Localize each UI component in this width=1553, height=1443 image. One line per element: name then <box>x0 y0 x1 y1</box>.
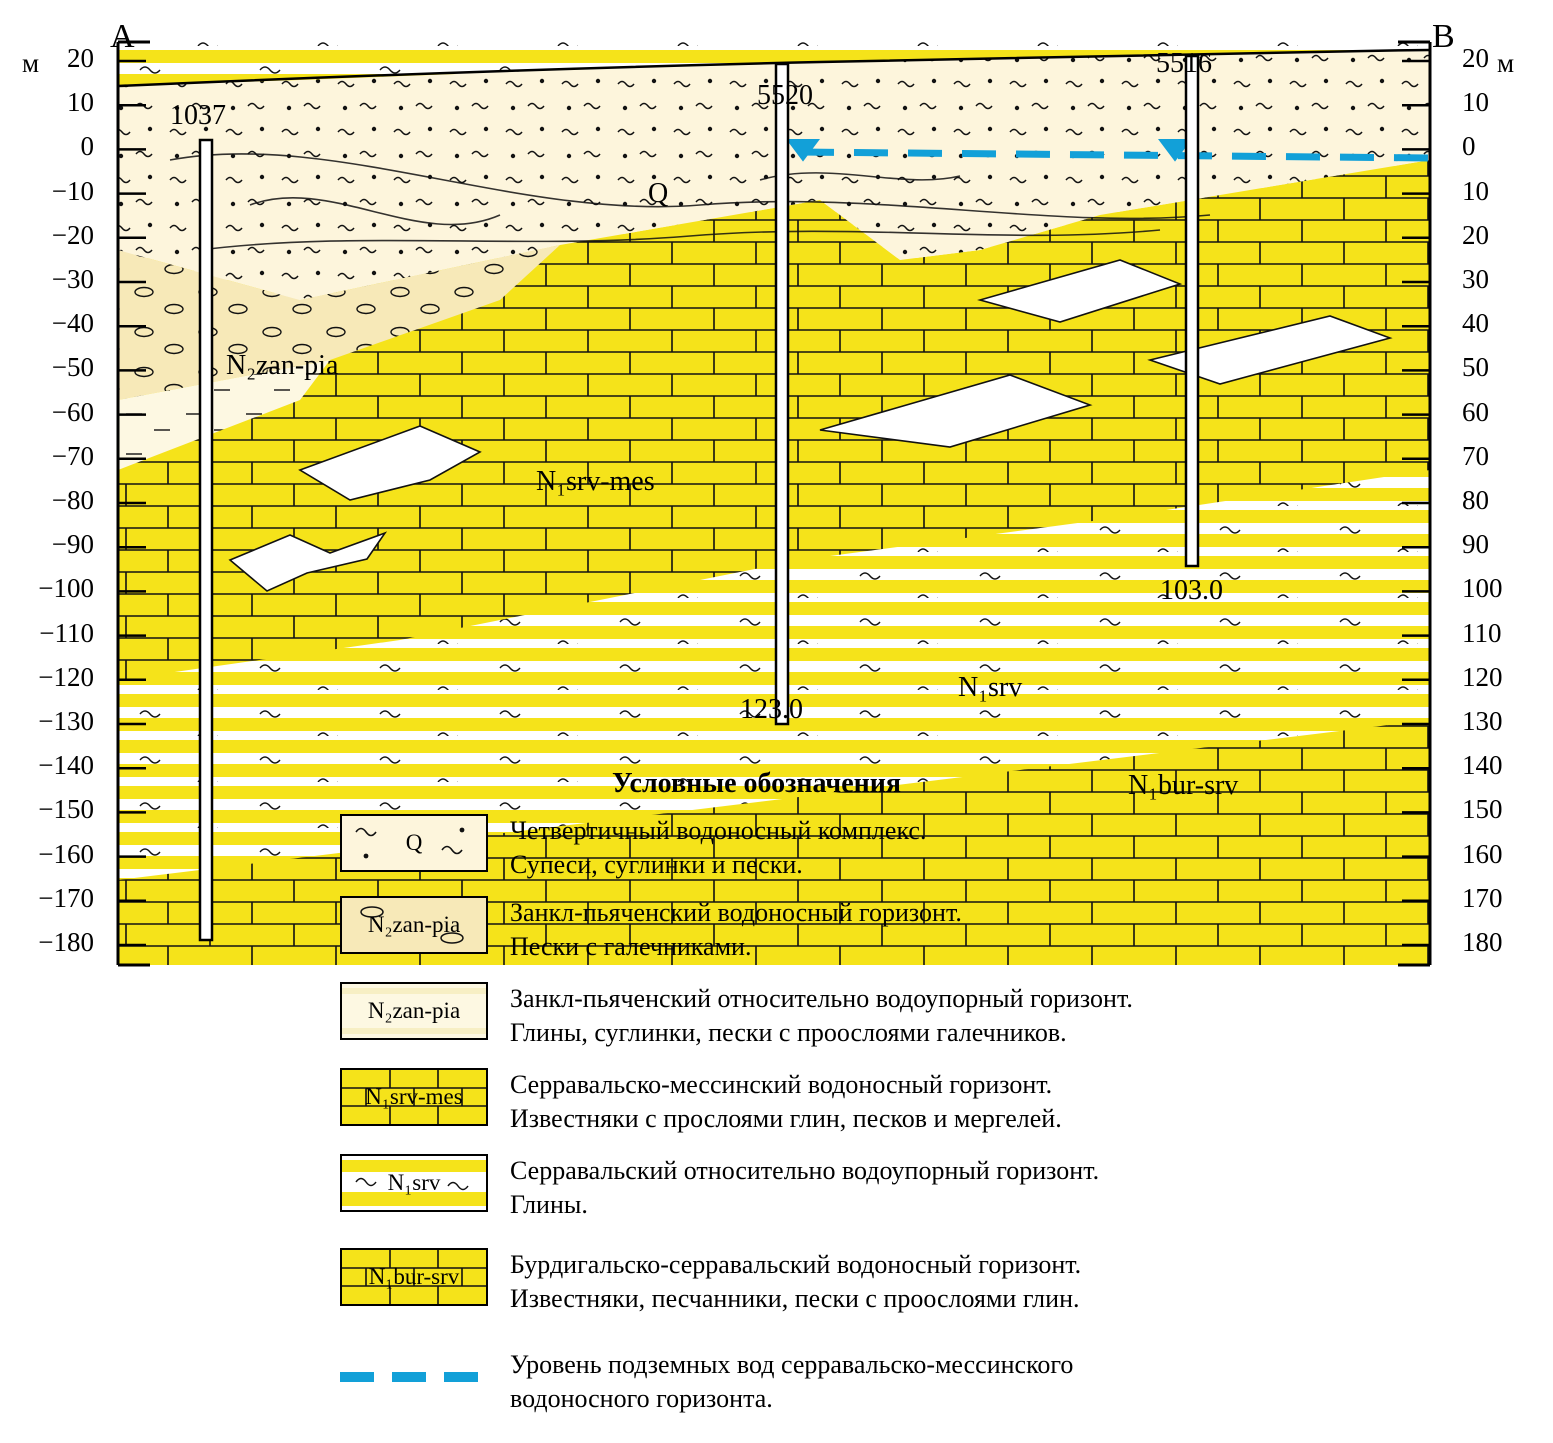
left-tick-14: −120 <box>38 661 94 692</box>
well-label-5516: 5516 <box>1156 48 1212 79</box>
right-tick-1: 10 <box>1462 87 1489 118</box>
right-tick-9: 70 <box>1462 440 1489 471</box>
right-tick-13: 110 <box>1462 617 1502 648</box>
well-depth-5520: 123.0 <box>740 694 803 725</box>
legend-swatch-q <box>340 814 488 872</box>
left-tick-4: −20 <box>51 219 94 250</box>
right-tick-8: 60 <box>1462 396 1489 427</box>
borehole-5520[interactable] <box>776 64 788 724</box>
legend-code-bur-srv: N₁bur-srv <box>368 1264 460 1289</box>
legend-desc-zan-confining <box>510 982 1133 1051</box>
right-tick-12: 100 <box>1462 573 1503 604</box>
left-tick-10: −80 <box>51 485 94 515</box>
left-tick-17: −150 <box>38 794 94 825</box>
left-tick-12: −100 <box>38 573 94 604</box>
left-tick-5: −30 <box>51 264 94 294</box>
left-tick-0: 20 <box>67 43 94 73</box>
legend-desc-groundwater-line1: Уровень подземных вод серравальско-мессинского <box>510 1350 1074 1379</box>
legend-desc-q-line1: Четвертичный водоносный комплекс. <box>510 816 927 845</box>
legend-title: Условные обозначения <box>612 768 902 799</box>
left-tick-11: −90 <box>51 529 94 560</box>
legend-desc-srv-clay <box>510 1154 1099 1223</box>
right-tick-18: 160 <box>1462 838 1503 869</box>
left-tick-6: −40 <box>51 308 94 339</box>
right-tick-4: 20 <box>1462 219 1489 250</box>
legend-desc-srv-mes-line1: Серравальско-мессинский водоносный горизонт. <box>510 1070 1053 1099</box>
legend-swatch-zan-confining <box>340 982 488 1040</box>
legend-item-zan-confining <box>340 982 1133 1051</box>
left-tick-2: 0 <box>80 131 94 162</box>
right-tick-14: 120 <box>1462 661 1503 692</box>
well-depth-5516: 103.0 <box>1160 575 1223 606</box>
legend-desc-bur-srv-line2: Известняки, песчанники, пески с проослоями глин. <box>510 1284 1080 1314</box>
well-label-5520: 5520 <box>757 80 813 111</box>
left-tick-15: −130 <box>38 706 94 736</box>
legend-desc-zan-aquifer-line2: Пески с галечниками. <box>510 932 752 962</box>
left-tick-20: −180 <box>38 927 94 957</box>
axis-unit-right: м <box>1497 48 1515 78</box>
legend-item-srv-mes <box>340 1068 1062 1137</box>
right-tick-5: 30 <box>1462 264 1489 294</box>
legend-swatch-srv-mes <box>340 1068 488 1126</box>
legend-desc-groundwater-line2: водоносного горизонта. <box>510 1384 773 1414</box>
unit-label-n1srv-mes: N₁srv-mes <box>536 466 655 497</box>
right-tick-11: 90 <box>1462 529 1489 560</box>
left-tick-1: 10 <box>67 87 94 118</box>
legend-desc-zan-confining-line1: Занкл-пьяченский относительно водоупорный горизонт. <box>510 984 1133 1013</box>
axis-unit-left: м <box>22 48 40 78</box>
unit-label-q: Q <box>648 178 669 209</box>
legend-code-zan-aquifer: N₂zan-pia <box>367 912 461 937</box>
legend-desc-srv-mes <box>510 1068 1062 1137</box>
left-tick-13: −110 <box>39 617 94 648</box>
profile-start-label: A <box>110 18 135 55</box>
left-tick-9: −70 <box>51 440 94 471</box>
right-tick-20: 180 <box>1462 927 1503 957</box>
legend-item-groundwater <box>340 1348 1073 1417</box>
legend-code-srv-mes: N₁srv-mes <box>365 1084 463 1109</box>
right-tick-0: 20 <box>1462 43 1489 73</box>
left-tick-16: −140 <box>38 750 94 781</box>
legend-code-q: Q <box>405 830 423 855</box>
legend-swatch-srv-clay <box>340 1154 488 1212</box>
legend-desc-srv-mes-line2: Известняки с прослоями глин, песков и мергелей. <box>510 1104 1062 1134</box>
unit-label-n1bur-srv: N₁bur-srv <box>1128 770 1239 801</box>
legend-item-q <box>340 814 926 883</box>
right-tick-16: 140 <box>1462 750 1503 781</box>
right-tick-3: 10 <box>1462 175 1489 206</box>
unit-label-n2zan-pia: N₂zan-pia <box>226 350 339 381</box>
left-tick-18: −160 <box>38 838 94 869</box>
legend-desc-zan-aquifer-line1: Занкл-пьяченский водоносный горизонт. <box>510 898 962 927</box>
legend-desc-bur-srv-line1: Бурдигальско-серравальский водоносный горизонт. <box>510 1250 1082 1279</box>
legend-desc-bur-srv <box>510 1248 1081 1317</box>
right-tick-6: 40 <box>1462 308 1489 339</box>
profile-end-label: B <box>1432 18 1455 55</box>
well-label-1037: 1037 <box>170 100 226 131</box>
left-tick-7: −50 <box>51 352 94 383</box>
borehole-5516[interactable] <box>1186 56 1198 566</box>
right-tick-17: 150 <box>1462 794 1503 825</box>
left-tick-3: −10 <box>51 175 94 206</box>
right-tick-10: 80 <box>1462 485 1489 515</box>
legend-item-srv-clay <box>340 1154 1099 1223</box>
legend-code-zan-confining: N₂zan-pia <box>367 998 461 1023</box>
right-tick-2: 0 <box>1462 131 1476 162</box>
legend-desc-srv-clay-line2: Глины. <box>510 1190 588 1220</box>
left-tick-19: −170 <box>38 882 94 913</box>
legend-desc-q-line2: Супеси, суглинки и пески. <box>510 850 803 880</box>
legend-swatch-bur-srv <box>340 1248 488 1306</box>
right-tick-15: 130 <box>1462 706 1503 736</box>
borehole-1037[interactable] <box>200 140 212 940</box>
legend-item-bur-srv <box>340 1248 1081 1317</box>
legend-swatch-zan-aquifer <box>340 896 488 954</box>
left-tick-8: −60 <box>51 396 94 427</box>
legend-desc-q <box>510 814 926 883</box>
legend-desc-zan-confining-line2: Глины, суглинки, пески с проослоями галечников. <box>510 1018 1067 1048</box>
right-tick-19: 170 <box>1462 882 1503 913</box>
legend-item-zan-aquifer <box>340 896 962 965</box>
legend-code-srv-clay: N₁srv <box>387 1170 441 1195</box>
unit-label-n1srv: N₁srv <box>958 672 1023 703</box>
right-tick-7: 50 <box>1462 352 1489 383</box>
legend-desc-groundwater <box>510 1348 1073 1417</box>
legend-desc-srv-clay-line1: Серравальский относительно водоупорный горизонт. <box>510 1156 1100 1185</box>
legend-desc-zan-aquifer <box>510 896 962 965</box>
legend-swatch-groundwater-line <box>340 1372 488 1382</box>
